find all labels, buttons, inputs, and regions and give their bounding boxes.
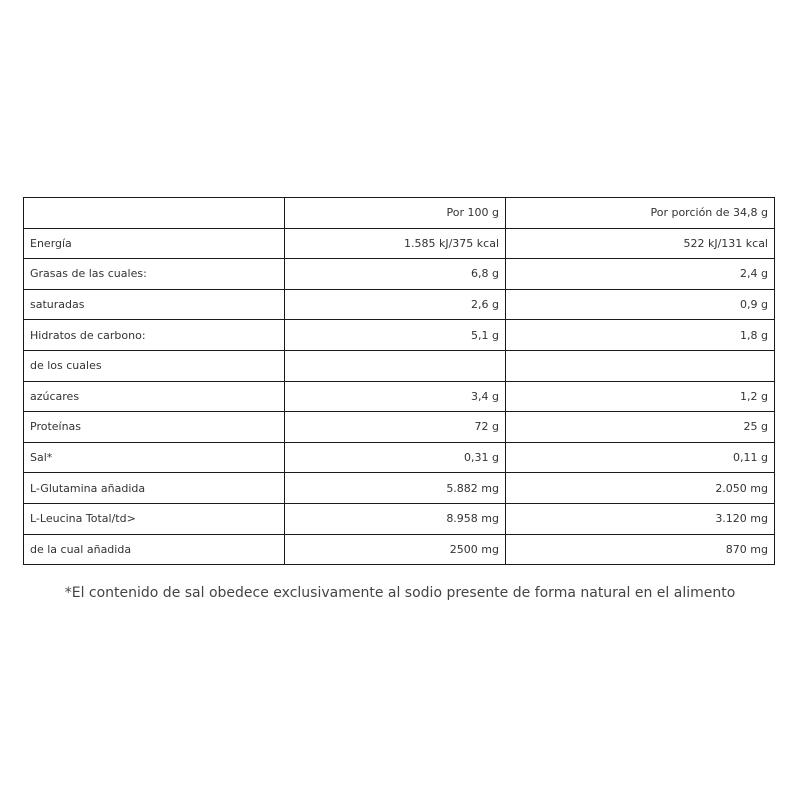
nutrient-label: Proteínas (24, 412, 285, 443)
value-per-100g: 5.882 mg (285, 473, 506, 504)
value-per-portion: 3.120 mg (506, 503, 775, 534)
header-per-100g-cell: Por 100 g (285, 198, 506, 229)
nutrient-label: de la cual añadida (24, 534, 285, 565)
nutrient-label: de los cuales (24, 350, 285, 381)
value-per-100g: 2,6 g (285, 289, 506, 320)
table-row (24, 350, 775, 381)
nutrient-label: L-Leucina Total/td> (24, 503, 285, 534)
table-row (24, 442, 775, 473)
table-row (24, 320, 775, 351)
header-label-cell (24, 198, 285, 229)
table-header-row (24, 198, 775, 229)
nutrient-label: saturadas (24, 289, 285, 320)
nutrient-label: L-Glutamina añadida (24, 473, 285, 504)
value-per-portion: 1,2 g (506, 381, 775, 412)
value-per-100g (285, 350, 506, 381)
table-row (24, 412, 775, 443)
value-per-portion (506, 350, 775, 381)
value-per-100g: 8.958 mg (285, 503, 506, 534)
nutrition-table (23, 197, 775, 565)
table-row (24, 289, 775, 320)
value-per-100g: 2500 mg (285, 534, 506, 565)
value-per-100g: 5,1 g (285, 320, 506, 351)
value-per-portion: 2,4 g (506, 259, 775, 290)
nutrition-table-body (24, 198, 775, 565)
table-row (24, 228, 775, 259)
value-per-portion: 522 kJ/131 kcal (506, 228, 775, 259)
header-per-portion-cell: Por porción de 34,8 g (506, 198, 775, 229)
value-per-portion: 1,8 g (506, 320, 775, 351)
value-per-100g: 0,31 g (285, 442, 506, 473)
table-row (24, 381, 775, 412)
value-per-100g: 1.585 kJ/375 kcal (285, 228, 506, 259)
value-per-portion: 25 g (506, 412, 775, 443)
salt-footnote: *El contenido de sal obedece exclusivamente al sodio presente de forma natural en el alimento (64, 585, 736, 601)
value-per-100g: 6,8 g (285, 259, 506, 290)
nutrient-label: Sal* (24, 442, 285, 473)
table-row (24, 534, 775, 565)
table-row (24, 259, 775, 290)
value-per-100g: 72 g (285, 412, 506, 443)
nutrient-label: azúcares (24, 381, 285, 412)
nutrient-label: Hidratos de carbono: (24, 320, 285, 351)
value-per-portion: 0,9 g (506, 289, 775, 320)
value-per-100g: 3,4 g (285, 381, 506, 412)
table-row (24, 503, 775, 534)
value-per-portion: 0,11 g (506, 442, 775, 473)
value-per-portion: 2.050 mg (506, 473, 775, 504)
nutrient-label: Grasas de las cuales: (24, 259, 285, 290)
table-row (24, 473, 775, 504)
value-per-portion: 870 mg (506, 534, 775, 565)
nutrient-label: Energía (24, 228, 285, 259)
